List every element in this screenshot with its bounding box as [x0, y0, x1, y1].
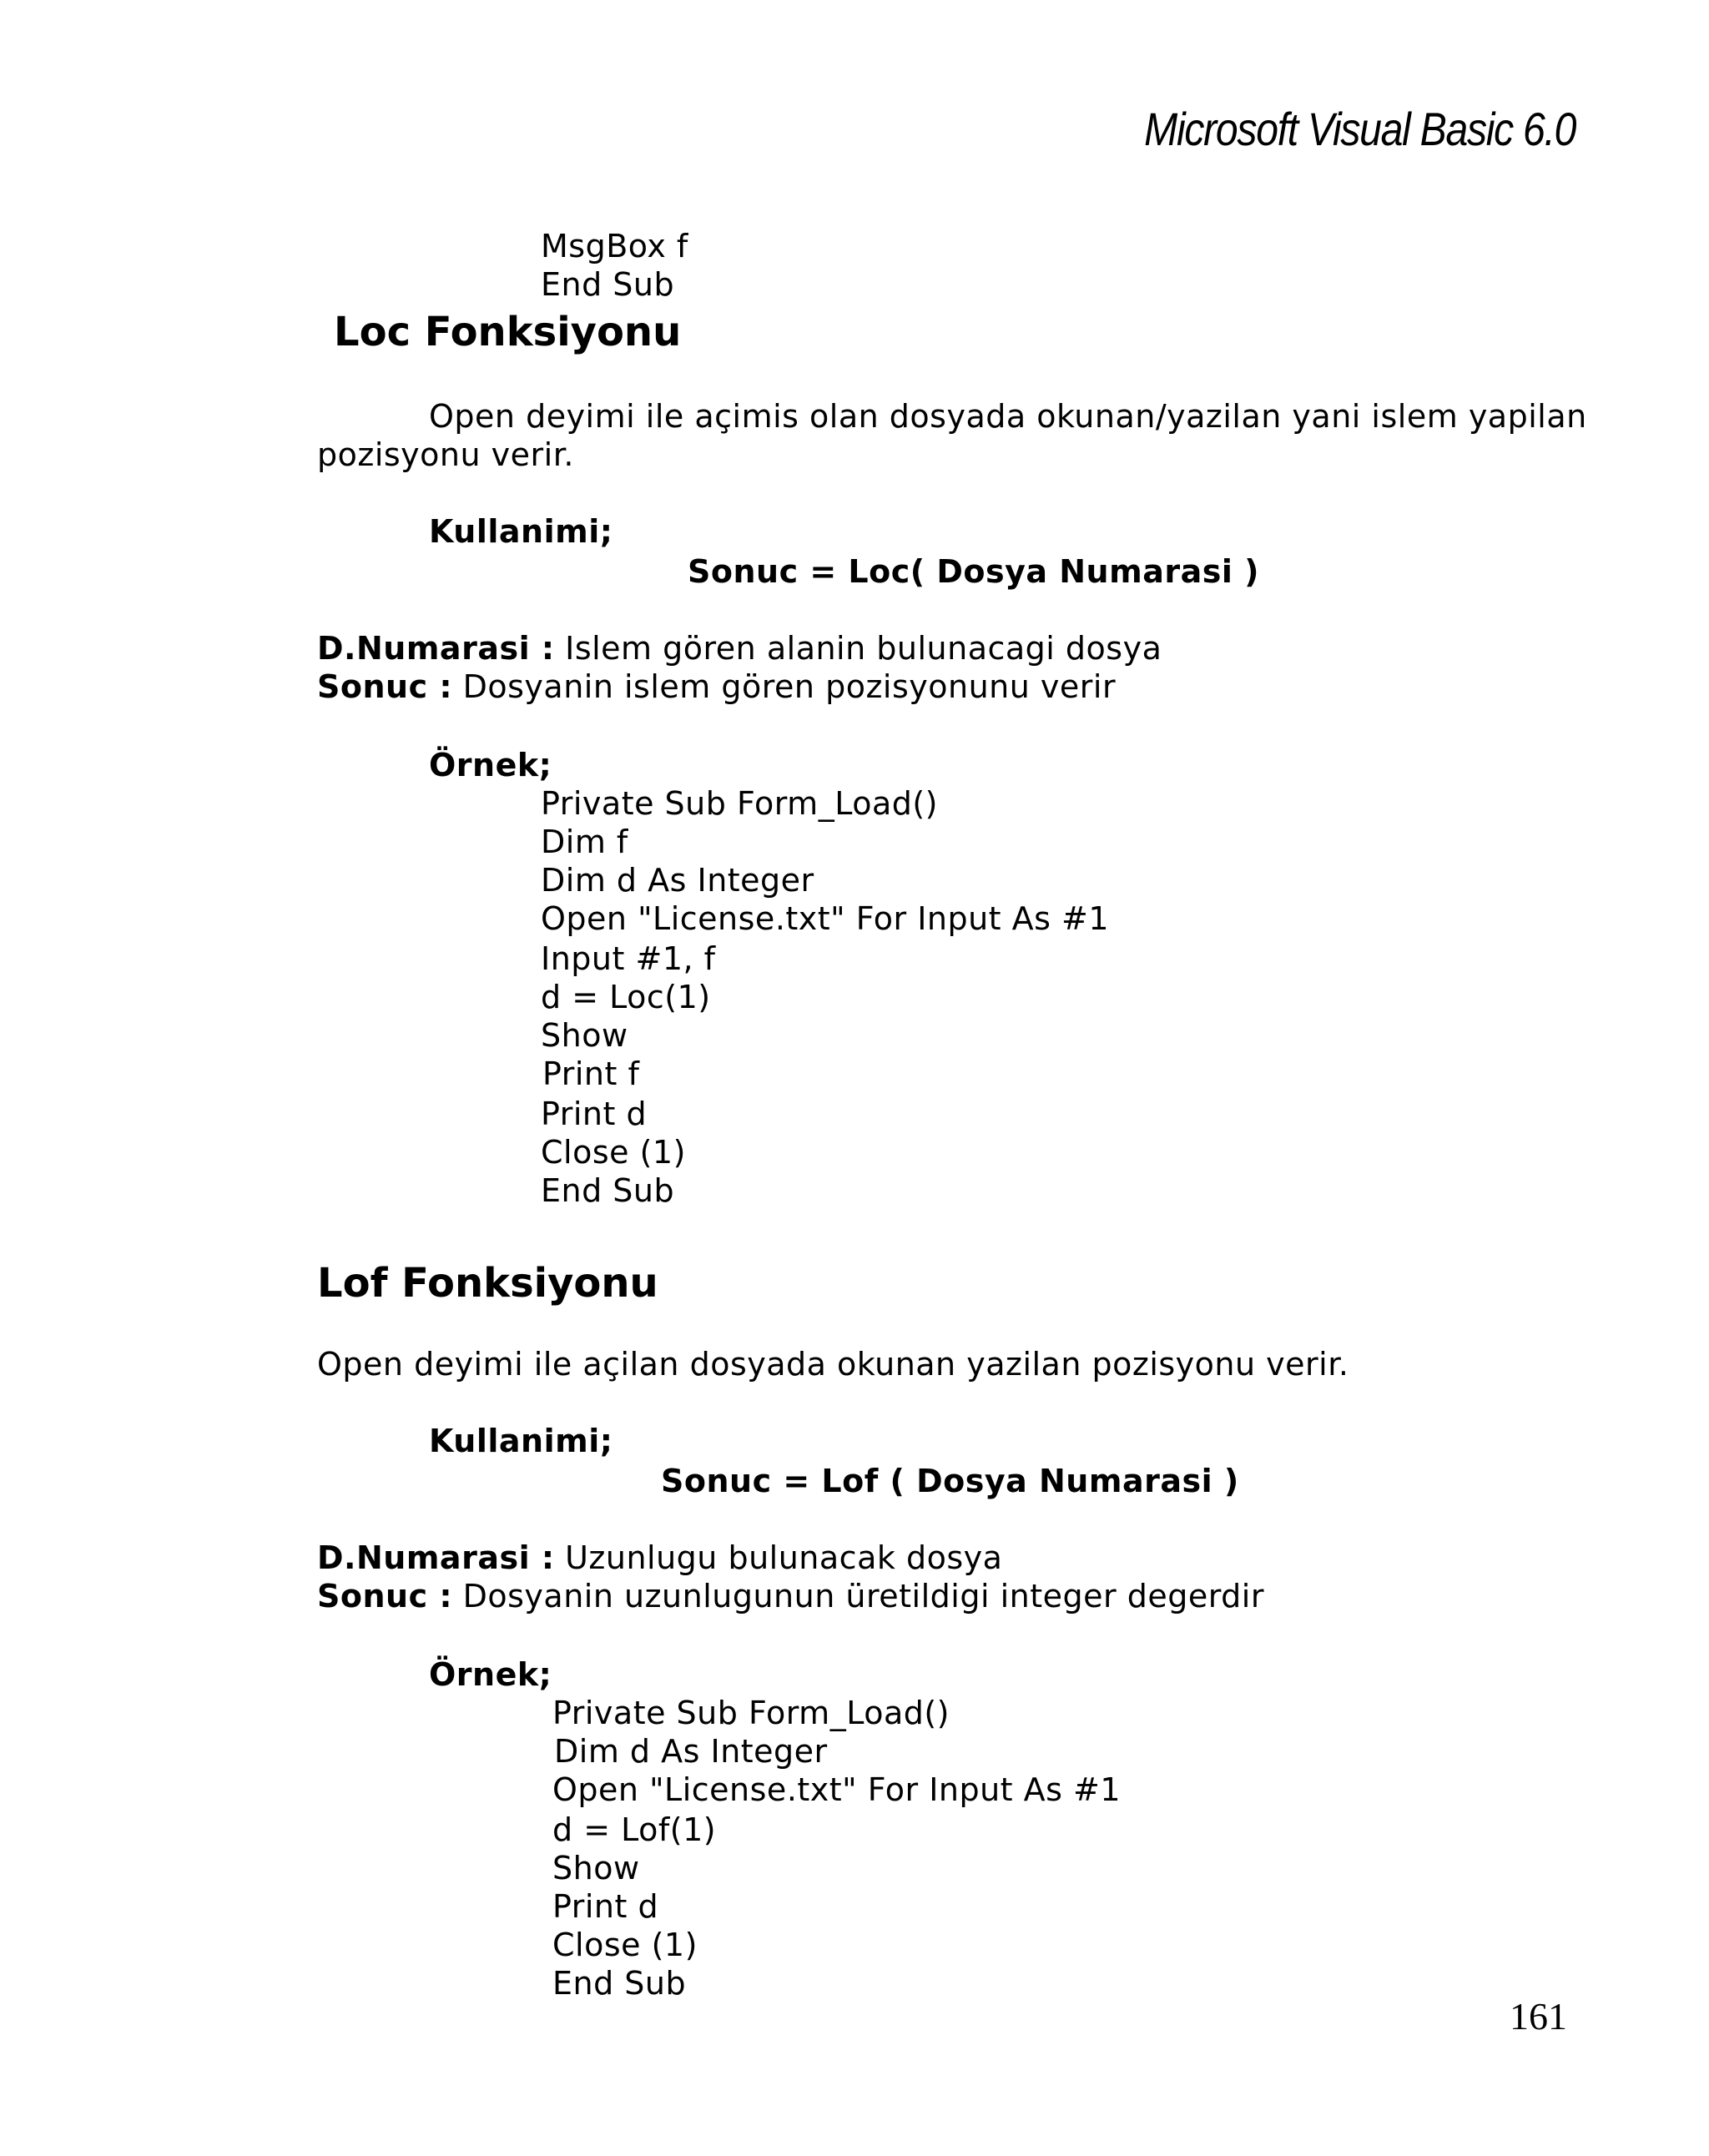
code-line: Print d: [552, 1888, 659, 1925]
lof-usage-label: Kullanimi;: [429, 1423, 613, 1459]
loc-description-cont: pozisyonu verir.: [317, 436, 574, 473]
section-heading-lof: Lof Fonksiyonu: [317, 1260, 658, 1307]
loc-param-sonuc: [317, 667, 1116, 706]
param-text: Uzunlugu bulunacak dosya: [554, 1539, 1003, 1576]
lof-param-sonuc: [317, 1577, 1264, 1615]
param-label: D.Numarasi :: [317, 630, 555, 667]
code-line: Private Sub Form_Load(): [541, 785, 938, 822]
page-number: 161: [1510, 1995, 1567, 2038]
code-line: d = Loc(1): [541, 979, 711, 1015]
param-text: Islem gören alanin bulunacagi dosya: [554, 630, 1162, 667]
lof-syntax: Sonuc = Lof ( Dosya Numarasi ): [661, 1463, 1239, 1499]
loc-syntax: Sonuc = Loc( Dosya Numarasi ): [688, 553, 1259, 590]
param-text: Dosyanin islem gören pozisyonunu verir: [452, 668, 1117, 705]
code-line: Input #1, f: [541, 940, 716, 977]
code-line: Show: [541, 1017, 628, 1054]
lof-param-dnumarasi: [317, 1539, 1002, 1577]
section-heading-loc: Loc Fonksiyonu: [334, 309, 682, 355]
code-line: MsgBox f: [541, 228, 688, 264]
code-line: Close (1): [541, 1134, 686, 1171]
code-line: Private Sub Form_Load(): [552, 1695, 950, 1731]
loc-description: Open deyimi ile açimis olan dosyada okunan/yazilan yani islem yapilan: [429, 398, 1587, 435]
code-line: End Sub: [541, 1172, 675, 1209]
code-line: Print d: [541, 1096, 648, 1132]
code-line: End Sub: [541, 266, 675, 303]
lof-example-label: Örnek;: [429, 1656, 552, 1693]
code-line: Close (1): [552, 1927, 698, 1963]
loc-example-label: Örnek;: [429, 747, 552, 783]
loc-param-dnumarasi: [317, 629, 1162, 667]
param-text: Dosyanin uzunlugunun üretildigi integer degerdir: [452, 1578, 1264, 1614]
param-label: Sonuc :: [317, 1578, 453, 1614]
code-line: Dim f: [541, 824, 628, 860]
running-header: Microsoft Visual Basic 6.0: [1144, 103, 1575, 155]
code-line: Open "License.txt" For Input As #1: [552, 1771, 1122, 1808]
param-label: Sonuc :: [317, 668, 453, 705]
code-line: Print f: [542, 1055, 640, 1092]
code-line: End Sub: [552, 1965, 687, 2002]
lof-description: Open deyimi ile açilan dosyada okunan yazilan pozisyonu verir.: [317, 1346, 1349, 1383]
code-line: Open "License.txt" For Input As #1: [541, 900, 1110, 937]
loc-usage-label: Kullanimi;: [429, 513, 613, 550]
param-label: D.Numarasi :: [317, 1539, 555, 1576]
code-line: Dim d As Integer: [541, 862, 814, 899]
code-line: Dim d As Integer: [554, 1733, 828, 1770]
code-line: Show: [552, 1850, 640, 1886]
code-line: d = Lof(1): [552, 1811, 717, 1848]
